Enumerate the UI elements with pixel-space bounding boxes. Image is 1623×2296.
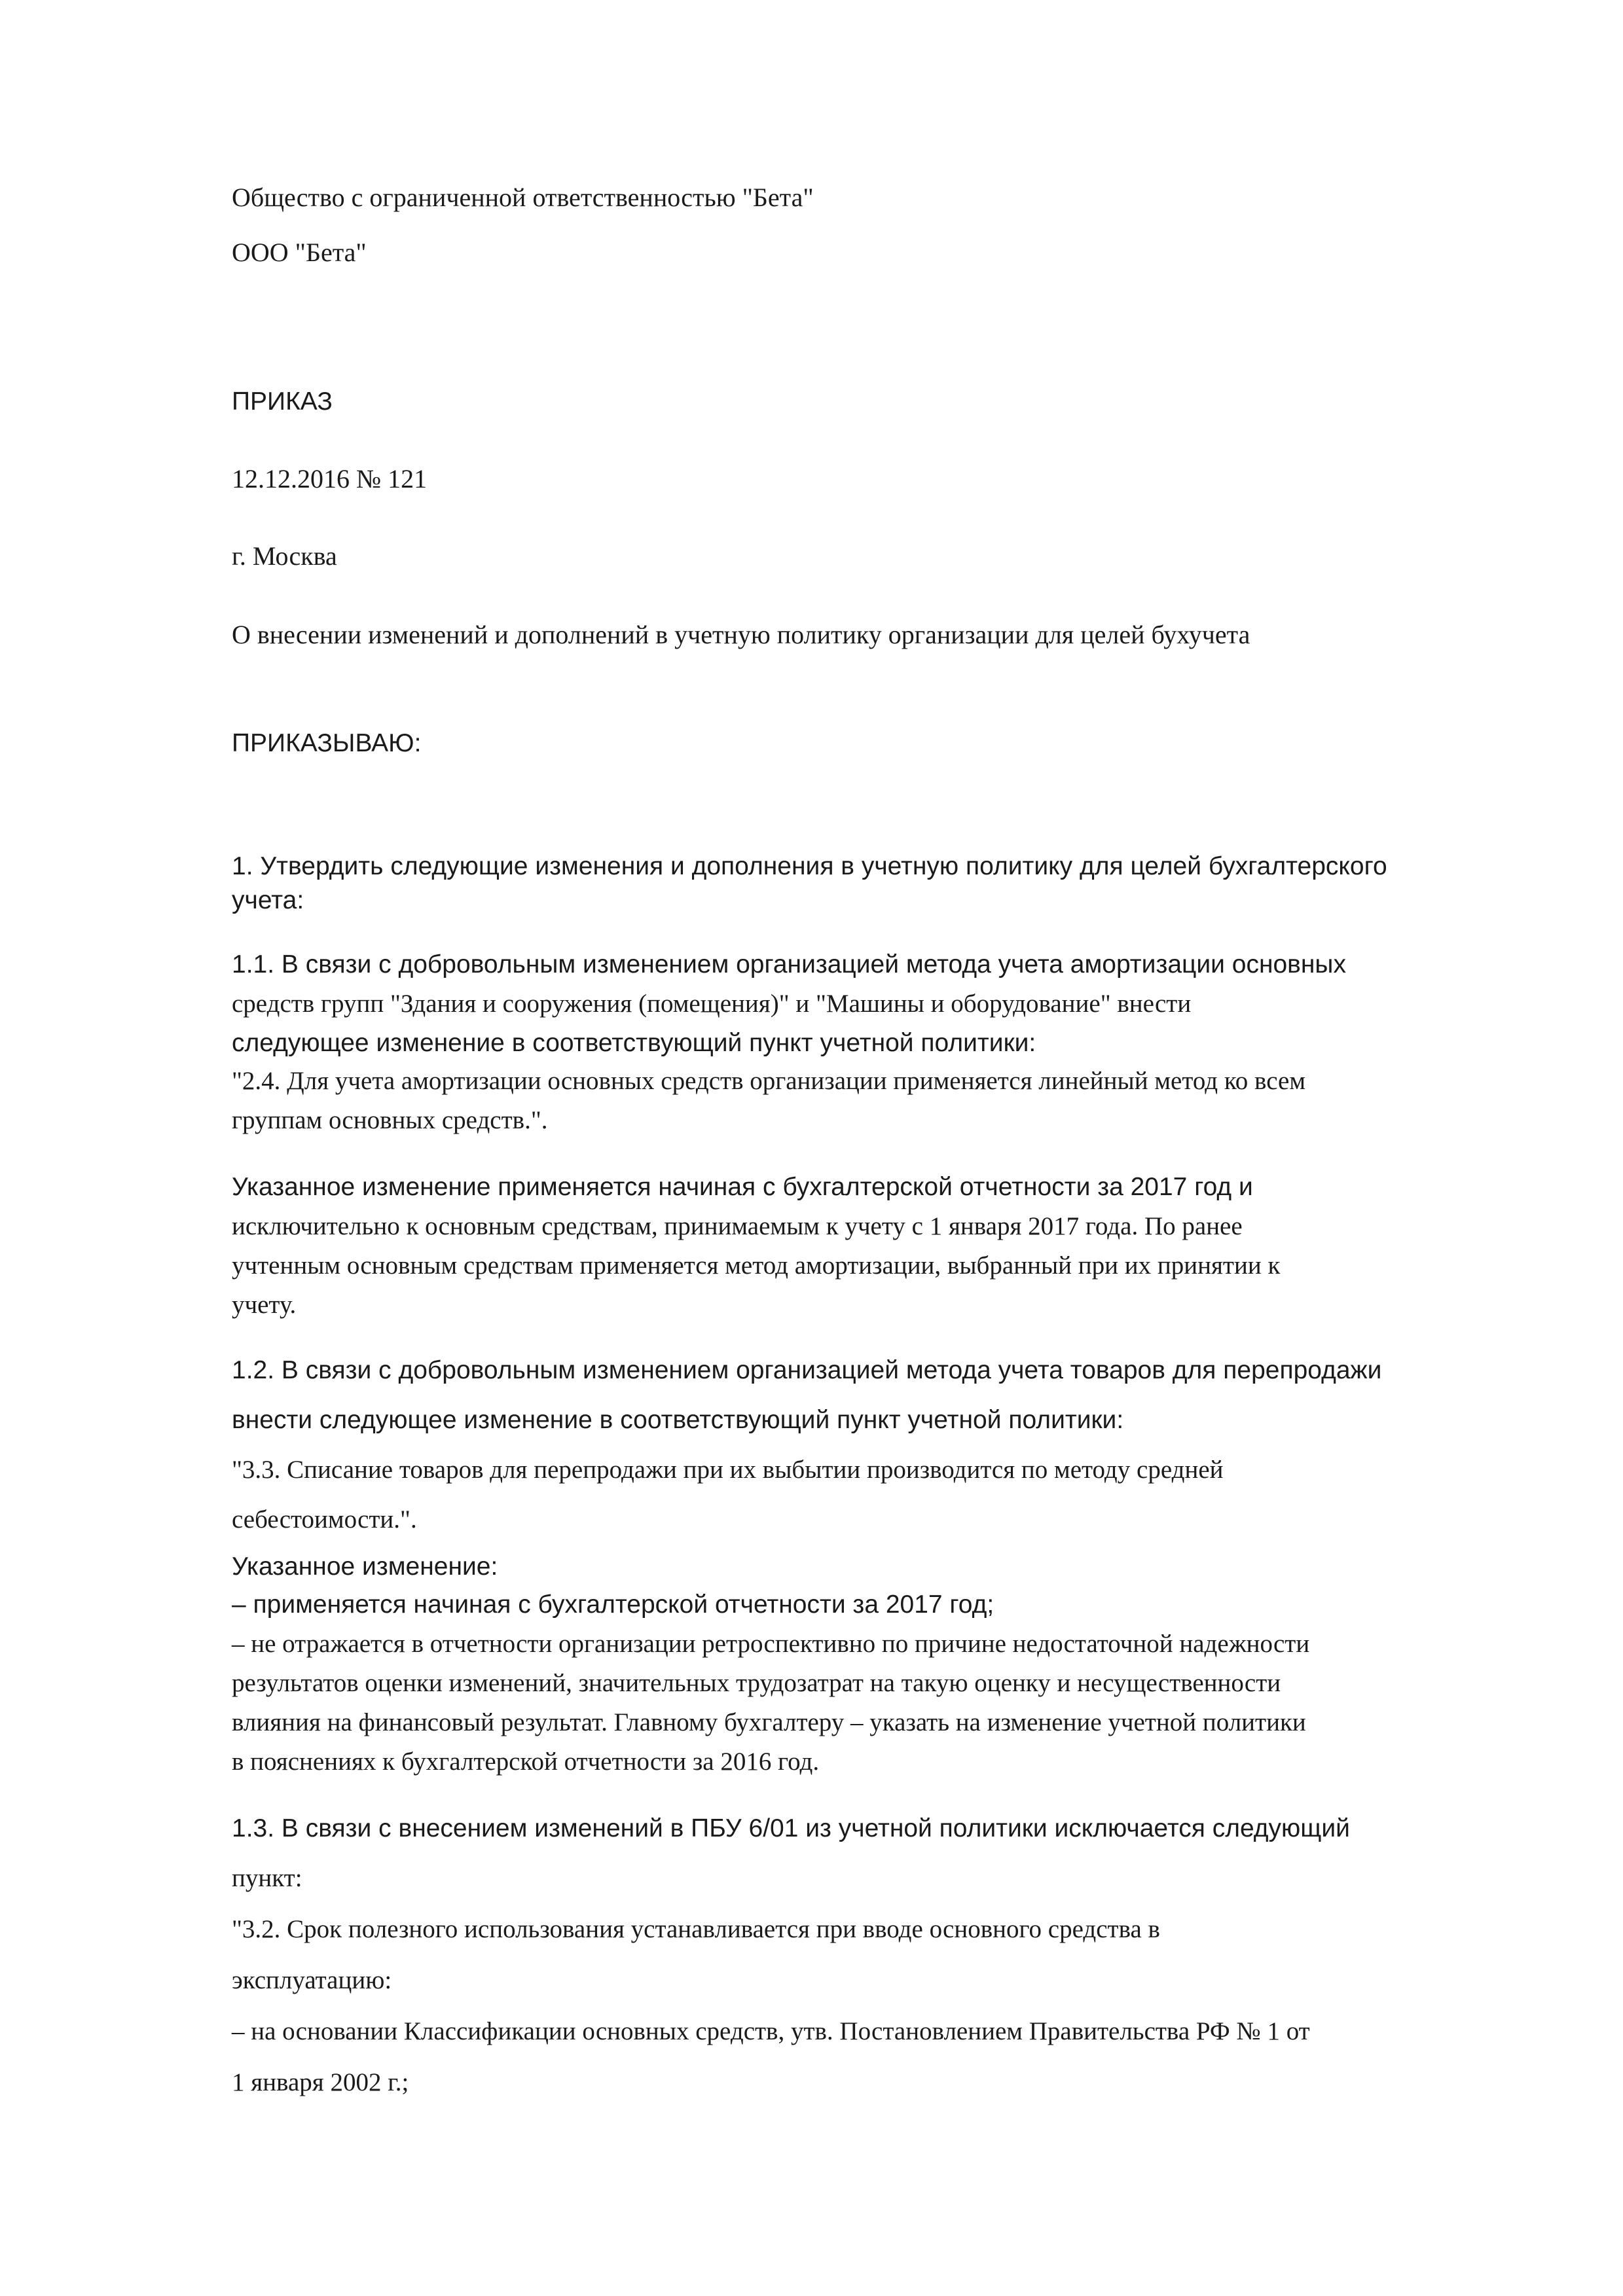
item-1-1-note-1: Указанное изменение применяется начиная с бухгалтерской отчетности за 2017 год и	[232, 1173, 1253, 1201]
org-short-name: ООО "Бета"	[232, 238, 367, 267]
org-full-name: Общество с ограниченной ответственностью "Бета"	[232, 183, 814, 212]
item-1-3-quote-2: эксплуатацию:	[232, 1966, 392, 1994]
item-1-2-dash-2-line-3: влияния на финансовый результат. Главному бухгалтеру – указать на изменение учетной политики	[232, 1708, 1306, 1736]
item-1-2-dash-1: – применяется начиная с бухгалтерской отчетности за 2017 год;	[232, 1590, 994, 1619]
item-1-3-quote-1: "3.2. Срок полезного использования устанавливается при вводе основного средства в	[232, 1915, 1160, 1943]
item-1-3-dash-1-line-1: – на основании Классификации основных средств, утв. Постановлением Правительства РФ № 1 от	[232, 2017, 1310, 2045]
doc-type-title: ПРИКАЗ	[232, 387, 333, 416]
item-1-2-quote-2: себестоимости.".	[232, 1505, 417, 1534]
item-1-1-note-2: исключительно к основным средствам, принимаемым к учету с 1 января 2017 года. По ранее	[232, 1212, 1243, 1240]
item-1-1-quote-1: "2.4. Для учета амортизации основных средств организации применяется линейный метод ко всем	[232, 1067, 1305, 1095]
item-1-line-2: учета:	[232, 886, 304, 914]
item-1-3-line-1: 1.3. В связи с внесением изменений в ПБУ 6/01 из учетной политики исключается следующий	[232, 1814, 1350, 1842]
item-1-2-line-1: 1.2. В связи с добровольным изменением организацией метода учета товаров для перепродажи	[232, 1356, 1382, 1384]
item-1-2-quote-1: "3.3. Списание товаров для перепродажи при их выбытии производится по методу средней	[232, 1456, 1224, 1484]
order-city: г. Москва	[232, 541, 337, 571]
item-1-1-note-3: учтенным основным средствам применяется метод амортизации, выбранный при их принятии к	[232, 1251, 1281, 1280]
item-1-3-line-2: пункт:	[232, 1864, 302, 1892]
item-1-line-1: 1. Утвердить следующие изменения и дополнения в учетную политику для целей бухгалтерского	[232, 852, 1387, 880]
item-1-1-line-3: следующее изменение в соответствующий пункт учетной политики:	[232, 1029, 1036, 1057]
item-1-1-note-4: учету.	[232, 1291, 297, 1319]
item-1-3-dash-1-line-2: 1 января 2002 г.;	[232, 2068, 409, 2096]
item-1-2-dash-2-line-1: – не отражается в отчетности организации ретроспективно по причине недостаточной надежности	[232, 1630, 1310, 1658]
order-date-number: 12.12.2016 № 121	[232, 464, 428, 493]
item-1-2-dash-2-line-2: результатов оценки изменений, значительных трудозатрат на такую оценку и несущественности	[232, 1669, 1281, 1697]
order-directive: ПРИКАЗЫВАЮ:	[232, 729, 422, 757]
item-1-2-note-title: Указанное изменение:	[232, 1552, 498, 1581]
item-1-1-line-2: средств групп "Здания и сооружения (помещения)" и "Машины и оборудование" внести	[232, 990, 1192, 1018]
item-1-2-dash-2-line-4: в пояснениях к бухгалтерской отчетности за 2016 год.	[232, 1748, 820, 1776]
order-subject: О внесении изменений и дополнений в учетную политику организации для целей бухучета	[232, 620, 1250, 649]
item-1-2-line-2: внести следующее изменение в соответствующий пункт учетной политики:	[232, 1406, 1124, 1434]
item-1-1-line-1: 1.1. В связи с добровольным изменением организацией метода учета амортизации основных	[232, 950, 1346, 978]
item-1-1-quote-2: группам основных средств.".	[232, 1106, 548, 1134]
